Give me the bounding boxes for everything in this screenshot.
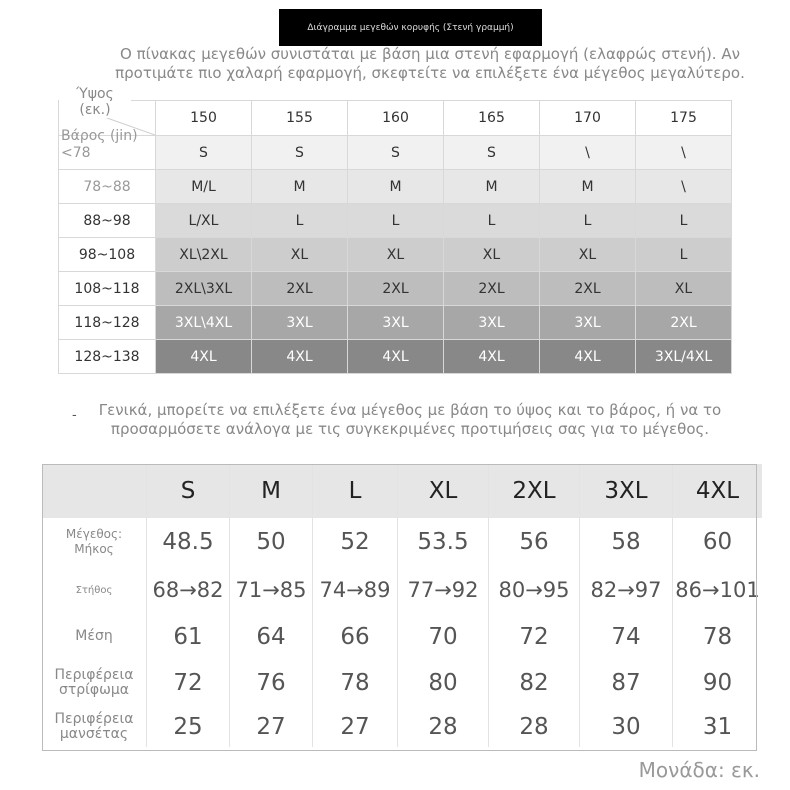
value-cell: 80→95 xyxy=(489,566,580,614)
height-header: 170 xyxy=(540,101,636,136)
value-cell: 27 xyxy=(230,707,313,747)
row-label xyxy=(42,518,147,566)
size-cell: M xyxy=(444,170,540,204)
value-cell: 87 xyxy=(580,659,673,707)
size-advice-note: Γενικά, μπορείτε να επιλέξετε ένα μέγεθος με βάση το ύψος και το βάρος, ή να το προσαρμόσετε ανάλογα με τις συγκεκριμένες προτιμήσεις σας για το μέγεθος. xyxy=(98,401,722,438)
value-cell: 72 xyxy=(147,659,230,707)
size-header: 2XL xyxy=(489,464,580,518)
weight-label: 128~138 xyxy=(59,340,156,374)
value-cell: 82→97 xyxy=(580,566,673,614)
size-cell: S xyxy=(444,136,540,170)
size-header: M xyxy=(230,464,313,518)
size-cell: L xyxy=(636,204,732,238)
size-cell: L xyxy=(444,204,540,238)
waist-label: Μέση xyxy=(42,614,147,659)
weight-axis-label: Βάρος (jin) <78 xyxy=(61,128,138,161)
weight-label: 118~128 xyxy=(59,306,156,340)
size-cell: S xyxy=(156,136,252,170)
value-cell: 68→82 xyxy=(147,566,230,614)
size-cell: 2XL xyxy=(444,272,540,306)
size-cell: XL xyxy=(348,238,444,272)
chest-label: Στήθος xyxy=(42,566,147,614)
height-header: 165 xyxy=(444,101,540,136)
value-cell: 64 xyxy=(230,614,313,659)
value-cell: 74 xyxy=(580,614,673,659)
size-cell: M xyxy=(540,170,636,204)
size-cell: XL xyxy=(252,238,348,272)
table-row xyxy=(42,614,762,659)
height-weight-size-table xyxy=(58,86,732,374)
chart-title: Διάγραμμα μεγεθών κορυφής (Στενή γραμμή) xyxy=(279,9,542,46)
size-cell: 4XL xyxy=(252,340,348,374)
value-cell: 78 xyxy=(313,659,398,707)
height-header: 155 xyxy=(252,101,348,136)
size-cell: M xyxy=(252,170,348,204)
size-cell: 3XL xyxy=(252,306,348,340)
value-cell: 76 xyxy=(230,659,313,707)
size-cell: 2XL\3XL xyxy=(156,272,252,306)
value-cell: 74→89 xyxy=(313,566,398,614)
value-cell: 70 xyxy=(398,614,489,659)
size-header-row xyxy=(42,464,762,518)
size-cell: \ xyxy=(636,136,732,170)
value-cell: 31 xyxy=(673,707,763,747)
weight-label: 78~88 xyxy=(59,170,156,204)
size-cell: L xyxy=(540,204,636,238)
value-cell: 72 xyxy=(489,614,580,659)
value-cell: 56 xyxy=(489,518,580,566)
table-row xyxy=(42,566,762,614)
table-row xyxy=(59,306,732,340)
size-cell: \ xyxy=(636,170,732,204)
value-cell: 53.5 xyxy=(398,518,489,566)
size-cell: S xyxy=(348,136,444,170)
size-header: XL xyxy=(398,464,489,518)
value-cell: 78 xyxy=(673,614,763,659)
value-cell: 28 xyxy=(398,707,489,747)
weight-label: 108~118 xyxy=(59,272,156,306)
value-cell: 60 xyxy=(673,518,763,566)
table-row xyxy=(42,518,762,566)
value-cell: 86→101 xyxy=(673,566,763,614)
size-cell: L xyxy=(252,204,348,238)
size-label: Μέγεθος: xyxy=(65,527,123,541)
size-cell: 4XL xyxy=(444,340,540,374)
size-cell: 3XL xyxy=(540,306,636,340)
value-cell: 77→92 xyxy=(398,566,489,614)
corner-cell xyxy=(42,464,147,518)
size-cell: 3XL/4XL xyxy=(636,340,732,374)
cuff-label: Περιφέρεια μανσέτας xyxy=(42,707,147,747)
value-cell: 58 xyxy=(580,518,673,566)
value-cell: 28 xyxy=(489,707,580,747)
size-cell: M/L xyxy=(156,170,252,204)
size-cell: 2XL xyxy=(540,272,636,306)
size-cell: 3XL xyxy=(444,306,540,340)
value-cell: 66 xyxy=(313,614,398,659)
length-label: Μήκος xyxy=(74,542,114,556)
value-cell: 48.5 xyxy=(147,518,230,566)
size-cell: L xyxy=(636,238,732,272)
value-cell: 82 xyxy=(489,659,580,707)
size-header: 4XL xyxy=(673,464,763,518)
value-cell: 25 xyxy=(147,707,230,747)
value-cell: 30 xyxy=(580,707,673,747)
dash-marker: - xyxy=(72,408,77,423)
height-header: 160 xyxy=(348,101,444,136)
size-header: 3XL xyxy=(580,464,673,518)
table-row xyxy=(59,170,732,204)
table-row xyxy=(59,136,732,170)
size-cell: 3XL xyxy=(348,306,444,340)
height-header: 175 xyxy=(636,101,732,136)
table-row xyxy=(59,238,732,272)
table-row xyxy=(42,707,762,747)
size-cell: 2XL xyxy=(348,272,444,306)
value-cell: 71→85 xyxy=(230,566,313,614)
size-header: S xyxy=(147,464,230,518)
value-cell: 80 xyxy=(398,659,489,707)
size-cell: XL xyxy=(444,238,540,272)
value-cell: 27 xyxy=(313,707,398,747)
size-cell: L/XL xyxy=(156,204,252,238)
value-cell: 52 xyxy=(313,518,398,566)
size-cell: XL xyxy=(636,272,732,306)
size-cell: 4XL xyxy=(156,340,252,374)
table-row xyxy=(59,340,732,374)
size-cell: XL\2XL xyxy=(156,238,252,272)
table-header-row xyxy=(59,101,732,136)
weight-label: 88~98 xyxy=(59,204,156,238)
size-cell: XL xyxy=(540,238,636,272)
table-row xyxy=(59,272,732,306)
height-header: 150 xyxy=(156,101,252,136)
size-header: L xyxy=(313,464,398,518)
value-cell: 90 xyxy=(673,659,763,707)
table-row xyxy=(59,204,732,238)
size-cell: 2XL xyxy=(636,306,732,340)
size-cell: 4XL xyxy=(348,340,444,374)
size-cell: M xyxy=(348,170,444,204)
height-axis-label: Ύψος (εκ.) xyxy=(59,86,131,118)
hem-label: Περιφέρεια στρίφωμα xyxy=(42,659,147,707)
value-cell: 50 xyxy=(230,518,313,566)
measurements-table xyxy=(42,464,762,747)
size-cell: S xyxy=(252,136,348,170)
weight-label: 98~108 xyxy=(59,238,156,272)
size-cell: 4XL xyxy=(540,340,636,374)
size-cell: 2XL xyxy=(252,272,348,306)
table-row xyxy=(42,659,762,707)
size-cell: 3XL\4XL xyxy=(156,306,252,340)
fit-note: Ο πίνακας μεγεθών συνιστάται με βάση μια στενή εφαρμογή (ελαφρώς στενή). Αν προτιμάτε πιο χαλαρή εφαρμογή, σκεφτείτε να επιλέξετε ένα μέγεθος μεγαλύτερο. xyxy=(115,45,745,82)
size-cell: \ xyxy=(540,136,636,170)
unit-label: Μονάδα: εκ. xyxy=(638,758,760,782)
value-cell: 61 xyxy=(147,614,230,659)
corner-cell xyxy=(59,86,156,161)
size-cell: L xyxy=(348,204,444,238)
